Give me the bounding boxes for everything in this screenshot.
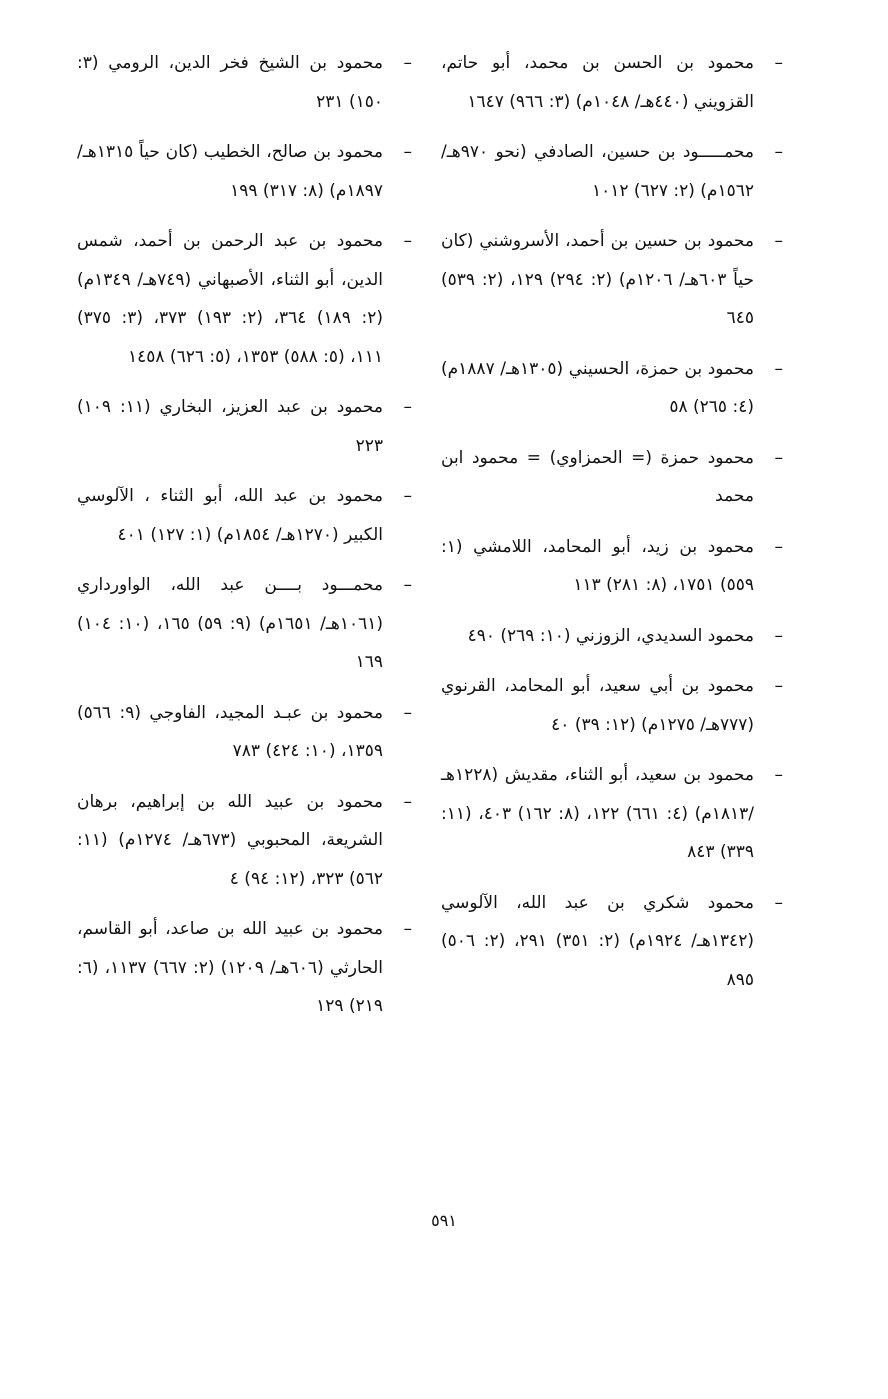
index-entry	[441, 617, 783, 656]
index-entry	[441, 44, 783, 121]
index-entry	[77, 133, 412, 210]
index-entry	[441, 884, 783, 1000]
index-entry	[77, 44, 412, 121]
entry-dash: –	[403, 575, 412, 595]
entry-text: محمود بن الحسن بن محمد، أبو حاتم، القزويني (٤٤٠هـ/ ١٠٤٨م) (٣: ٩٦٦) ١٦٤٧	[441, 53, 754, 112]
entry-text: محمود بن سعيد، أبو الثناء، مقديش (١٢٢٨هـ /١٨١٣م) (٤: ٦٦١) ١٢٢، (٨: ١٦٢) ٤٠٣، (١١: ٣٣٩) ٨٤٣	[441, 765, 755, 862]
entry-text: محمود بن عبد العزيز، البخاري (١١: ١٠٩) ٢٢٣	[77, 397, 383, 456]
index-entry	[77, 566, 412, 682]
index-entry	[77, 477, 412, 554]
index-entry	[441, 756, 783, 872]
entry-dash: –	[403, 397, 412, 417]
entry-dash: –	[774, 676, 783, 696]
entry-text: محمود بن عبيد الله بن إبراهيم، برهان الشريعة، المحبوبي (٦٧٣هـ/ ١٢٧٤م) (١١: ٥٦٢) ٣٢٣، (١٢: ٩٤) ٤	[77, 791, 383, 889]
index-entry	[441, 667, 783, 744]
entry-dash: –	[403, 231, 412, 251]
entry-text: محمـــــود بن حسين، الصادفي (نحو ٩٧٠هـ/ ١٥٦٢م) (٢: ٦٢٧) ١٠١٢	[441, 142, 754, 201]
entry-text: محمود بن حمزة، الحسيني (١٣٠٥هـ/ ١٨٨٧م) (٤: ٢٦٥) ٥٨	[441, 358, 754, 417]
index-column-left	[77, 44, 412, 1038]
entry-dash: –	[403, 702, 412, 723]
entry-dash: –	[774, 447, 783, 468]
entry-text: محمود السديدي، الزوزني (١٠: ٢٦٩) ٤٩٠	[467, 625, 754, 646]
entry-text: محمود بن الشيخ فخر الدين، الرومي (٣: ١٥٠) ٢٣١	[77, 53, 383, 112]
entry-text: محمود بن عبـد المجيد، الفاوجي (٩: ٥٦٦) ١٣٥٩، (١٠: ٤٢٤) ٧٨٣	[77, 702, 383, 761]
entry-text: محمود بن عبيد الله بن صاعد، أبو القاسم، الحارثي (٦٠٦هـ/ ١٢٠٩) (٢: ٦٦٧) ١١٣٧، (٦: ٢١٩) ١٢٩	[77, 919, 384, 1016]
entry-text: محمود شكري بن عبد الله، الآلوسي (١٣٤٢هـ/ ١٩٢٤م) (٢: ٣٥١) ٢٩١، (٢: ٥٠٦) ٨٩٥	[441, 892, 754, 990]
entry-dash: –	[403, 791, 412, 812]
entry-text: محمود بن زيد، أبو المحامد، اللامشي (١: ٥٥٩) ١٧٥١، (٨: ٢٨١) ١١٣	[441, 536, 754, 595]
entry-text: محمود بن عبد الرحمن بن أحمد، شمس الدين، أبو الثناء، الأصبهاني (٧٤٩هـ/ ١٣٤٩م) (٢: ١٨٩) ٣٦٤، (٢: ١٩٣) ٣٧٣، (٣: ٣٧٥) ١١١، (٥: ٥٨٨) ١٣٥٣، (٥: ٦٢٦) ١٤٥٨	[77, 231, 383, 367]
index-entry	[77, 910, 412, 1026]
entry-dash: –	[774, 142, 783, 162]
entry-dash: –	[774, 625, 783, 646]
index-entry	[77, 783, 412, 899]
entry-dash: –	[774, 53, 783, 73]
entry-dash: –	[774, 765, 783, 785]
index-entry	[441, 133, 783, 210]
index-entry	[77, 694, 412, 771]
index-entry	[77, 388, 412, 465]
entry-text: محمود بن حسين بن أحمد، الأسروشني (كان حياً ٦٠٣هـ/ ١٢٠٦م) (٢: ٢٩٤) ١٢٩، (٢: ٥٣٩) ٦٤٥	[441, 231, 754, 328]
entry-dash: –	[774, 536, 783, 557]
page-number: ٥٩١	[431, 1211, 457, 1230]
entry-dash: –	[774, 231, 783, 251]
entry-text: محمود بن أبي سعيد، أبو المحامد، القرنوي (٧٧٧هـ/ ١٢٧٥م) (١٢: ٣٩) ٤٠	[441, 676, 754, 735]
entry-dash: –	[403, 486, 412, 506]
entry-text: محمود حمزة (= الحمزاوي) = محمود ابن محمد	[441, 447, 754, 506]
entry-dash: –	[403, 53, 412, 73]
entry-dash: –	[774, 892, 783, 913]
entry-text: محمود بن صالح، الخطيب (كان حياً ١٣١٥هـ/ ١٨٩٧م) (٨: ٣١٧) ١٩٩	[77, 142, 383, 201]
index-entry	[441, 439, 783, 516]
entry-text: محمـــود بــــن عبد الله، الواورداري (١٠٦١هـ/ ١٦٥١م) (٩: ٥٩) ١٦٥، (١٠: ١٠٤) ١٦٩	[77, 575, 383, 672]
index-entry	[441, 350, 783, 427]
entry-text: محمود بن عبد الله، أبو الثناء ، الآلوسي الكبير (١٢٧٠هـ/ ١٨٥٤م) (١: ١٢٧) ٤٠١	[77, 486, 383, 545]
index-entry	[441, 222, 783, 338]
index-entry	[441, 528, 783, 605]
entry-dash: –	[403, 142, 412, 162]
index-column-right	[441, 44, 783, 1011]
entry-dash: –	[774, 358, 783, 379]
index-entry	[77, 222, 412, 376]
entry-dash: –	[403, 919, 412, 939]
